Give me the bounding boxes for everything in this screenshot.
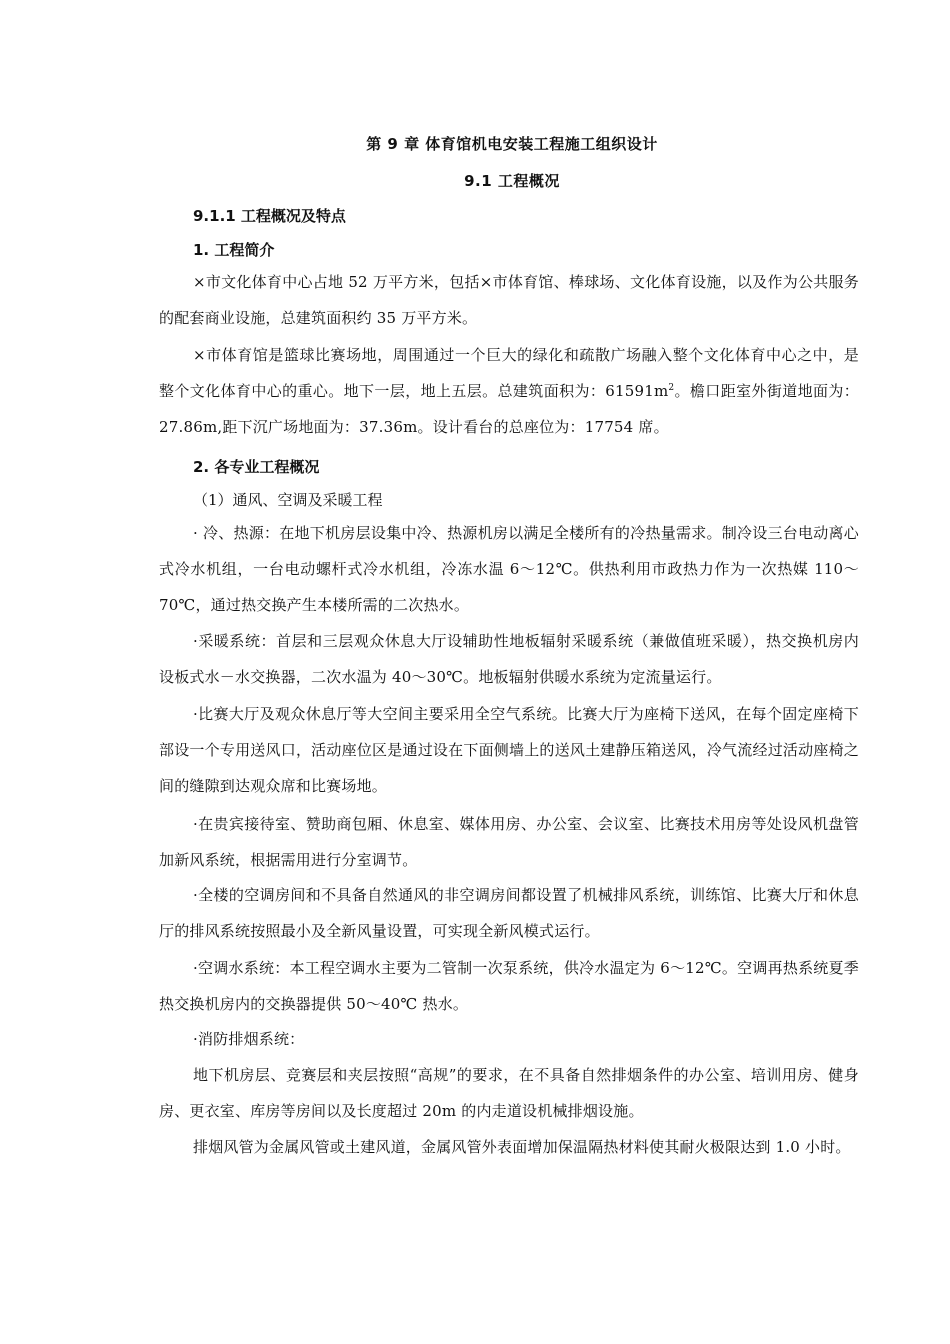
item2-heading: 2. 各专业工程概况 xyxy=(193,458,320,476)
paragraph-gymnasium-text-2: 。檐口距室外街道地面为：27.86m,距下沉广场地面为：37.36m。设计看台的总座位为：17754 席。 xyxy=(159,382,859,436)
item1-heading: 1. 工程简介 xyxy=(193,241,275,259)
bullet-smoke-control: ·消防排烟系统： xyxy=(193,1030,305,1048)
superscript-2: 2 xyxy=(668,383,675,393)
bullet-ac-water: ·空调水系统：本工程空调水主要为二管制一次泵系统，供冷水温定为 6～12℃。空调再热系统夏季热交换机房内的交换器提供 50～40℃ 热水。 xyxy=(159,959,859,1013)
paragraph-smoke-duct: 排烟风管为金属风管或土建风道，金属风管外表面增加保温隔热材料使其耐火极限达到 1.0 小时。 xyxy=(193,1138,851,1156)
paragraph-gymnasium-text-1: ×市体育馆是篮球比赛场地，周围通过一个巨大的绿化和疏散广场融入整个文化体育中心之中，是整个文化体育中心的重心。地下一层，地上五层。总建筑面积为：61591m xyxy=(159,346,859,400)
chapter-title: 第 9 章 体育馆机电安装工程施工组织设计 xyxy=(366,135,658,153)
paragraph-gymnasium xyxy=(159,337,859,445)
bullet-exhaust: ·全楼的空调房间和不具备自然通风的非空调房间都设置了机械排风系统，训练馆、比赛大厅和休息厅的排风系统按照最小及全新风量设置，可实现全新风模式运行。 xyxy=(159,886,859,940)
subsection-title: 9.1.1 工程概况及特点 xyxy=(193,207,346,225)
section-title: 9.1 工程概况 xyxy=(464,172,560,190)
paragraph-smoke-exhaust: 地下机房层、竞赛层和夹层按照“高规”的要求，在不具备自然排烟条件的办公室、培训用房、健身房、更衣室、库房等房间以及长度超过 20m 的内走道设机械排烟设施。 xyxy=(159,1066,859,1120)
bullet-heating-system: ·采暖系统：首层和三层观众休息大厅设辅助性地板辐射采暖系统（兼做值班采暖），热交换机房内设板式水－水交换器，二次水温为 40～30℃。地板辐射供暖水系统为定流量运行。 xyxy=(159,632,859,686)
bullet-cold-heat-source: · 冷、热源：在地下机房层设集中冷、热源机房以满足全楼所有的冷热量需求。制冷设三台电动离心式冷水机组，一台电动螺杆式冷水机组，冷冻水温 6～12℃。供热利用市政热力作为一次热媒 110～70℃，通过热交换产生本楼所需的二次热水。 xyxy=(159,524,859,614)
bullet-all-air-system: ·比赛大厅及观众休息厅等大空间主要采用全空气系统。比赛大厅为座椅下送风，在每个固定座椅下部设一个专用送风口，活动座位区是通过设在下面侧墙上的送风土建静压箱送风，冷气流经过活动座椅之间的缝隙到达观众席和比赛场地。 xyxy=(159,705,859,795)
bullet-fan-coil: ·在贵宾接待室、赞助商包厢、休息室、媒体用房、办公室、会议室、比赛技术用房等处设风机盘管加新风系统，根据需用进行分室调节。 xyxy=(159,815,859,869)
paragraph-intro: ×市文化体育中心占地 52 万平方米，包括×市体育馆、棒球场、文化体育设施，以及作为公共服务的配套商业设施，总建筑面积约 35 万平方米。 xyxy=(159,273,859,327)
subheading-hvac: （1）通风、空调及采暖工程 xyxy=(193,491,383,509)
